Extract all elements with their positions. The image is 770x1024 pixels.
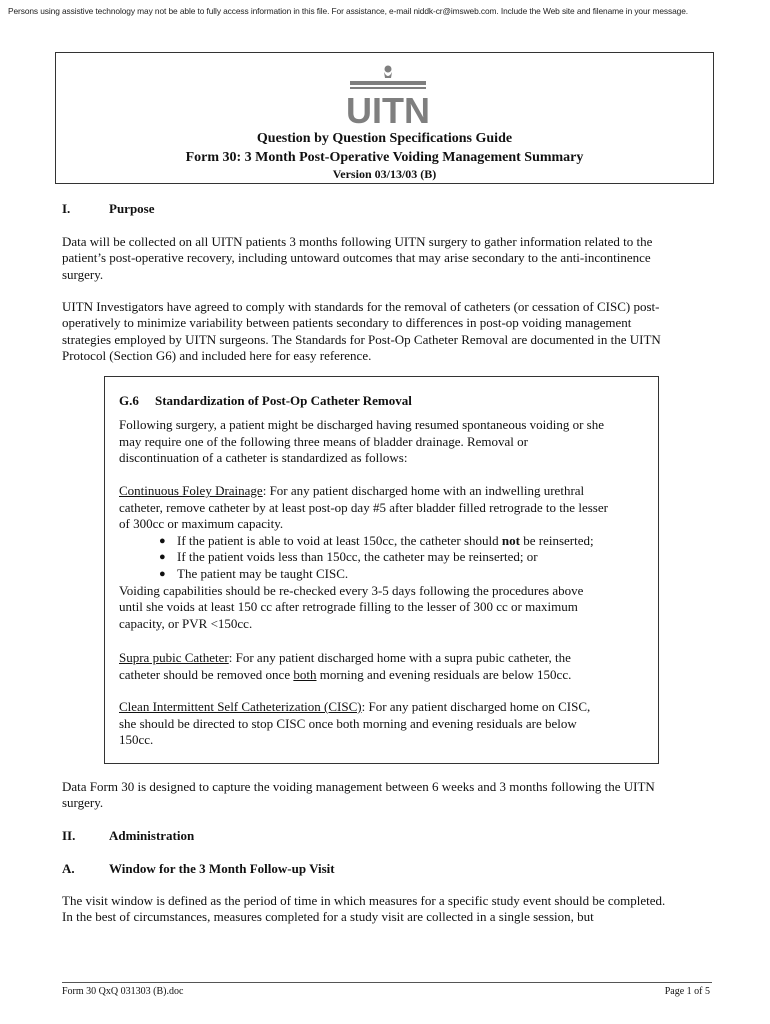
text-line: patient’s post-operative recovery, including untoward outcomes that may arise secondary to the anti-incontinence — [62, 250, 651, 266]
version-label: Version 03/13/03 (B) — [332, 167, 437, 181]
bullet-icon: ● — [159, 567, 166, 580]
bullet-item: ● The patient may be taught CISC. — [159, 565, 349, 581]
purpose-paragraph-2 — [62, 299, 712, 364]
bullet-item: ● If the patient is able to void at least 150cc, the catheter should not be reinserted; — [159, 532, 594, 548]
text-line: catheter, remove catheter by at least post-op day #5 after bladder filled retrograde to the lesser — [119, 499, 608, 515]
section-heading-purpose — [62, 201, 155, 217]
text-line: Data Form 30 is designed to capture the voiding management between 6 weeks and 3 months following the UITN — [62, 779, 655, 794]
footer-page-number: Page 1 of 5 — [664, 986, 710, 997]
text-line: discontinuation of a catheter is standardized as follows: — [119, 450, 408, 466]
footer-divider — [62, 982, 712, 983]
text-line: she should be directed to stop CISC once both morning and evening residuals are below — [119, 715, 577, 731]
section-title: Administration — [109, 828, 195, 843]
title-block — [55, 52, 714, 184]
text-line: of 300cc or maximum capacity. — [119, 516, 284, 532]
bullet-item: ● If the patient voids less than 150cc, the catheter may be reinserted; or — [159, 549, 538, 565]
section-heading-administration — [62, 828, 194, 844]
box-heading — [119, 393, 649, 410]
section-number: I. — [62, 201, 71, 216]
text-line: In the best of circumstances, measures completed for a study visit are collected in a single session, but — [62, 909, 594, 925]
cisc-section: Clean Intermittent Self Catheterization (CISC): For any patient discharged home on CISC, she should be directed to stop CISC once both morning and evening residuals are below 150cc. — [119, 699, 649, 749]
emphasis-not: not — [501, 532, 520, 548]
suprapubic-section: Supra pubic Catheter: For any patient discharged home with a supra pubic catheter, the catheter should be removed once both morning and evening residuals are below 150cc. — [119, 650, 572, 682]
text-line: Data will be collected on all UITN patients 3 months following UITN surgery to gather information related to the — [62, 234, 653, 249]
text-line: 150cc. — [119, 732, 154, 748]
text-line: The visit window is defined as the period of time in which measures for a specific study event should be completed. — [62, 893, 666, 908]
text-run: : For any patient discharged home with an indwelling urethral — [262, 483, 585, 498]
text-line: Voiding capabilities should be re-checked every 3-5 days following the procedures above — [119, 582, 584, 598]
text-line: capacity, or PVR <150cc. — [119, 615, 253, 631]
subsection-title: Window for the 3 Month Follow-up Visit — [109, 861, 335, 876]
document-title: Question by Question Specifications Guide — [256, 131, 513, 146]
form-title: Form 30: 3 Month Post-Operative Voiding Management Summary — [185, 150, 584, 165]
box-intro — [119, 417, 649, 467]
text-line: until she voids at least 150 cc after retrograde filling to the lesser of 300 cc or maximum — [119, 599, 578, 615]
box-heading-title: Standardization of Post-Op Catheter Removal — [155, 393, 412, 408]
purpose-paragraph-1 — [62, 234, 712, 283]
section-title: Purpose — [109, 201, 155, 216]
foley-label: Continuous Foley Drainage — [119, 483, 263, 498]
text-line: surgery. — [62, 795, 104, 811]
text-line: Following surgery, a patient might be discharged having resumed spontaneous voiding or she — [119, 417, 605, 432]
subsection-heading-window — [62, 861, 335, 877]
subsection-number: A. — [62, 861, 75, 876]
logo-text: UITN — [346, 90, 430, 127]
text-line: Protocol (Section G6) and included here for easy reference. — [62, 347, 372, 363]
text-line: strategies employed by UITN surgeons. The Standards for Post-Op Catheter Removal are documented in the UITN — [62, 331, 661, 347]
bullet-icon: ● — [159, 551, 166, 564]
accessibility-notice: Persons using assistive technology may not be able to fully access information in this file. For assistance, e-mail niddk-cr@imsweb.com. Include the Web site and filename in your message. — [8, 6, 688, 16]
bullet-icon: ● — [159, 534, 166, 547]
box-heading-number: G.6 — [119, 393, 139, 408]
section-number: II. — [62, 828, 76, 843]
footer-filename: Form 30 QxQ 031303 (B).doc — [62, 986, 184, 997]
cisc-label: Clean Intermittent Self Catheterization (CISC) — [119, 699, 362, 714]
emphasis-both: both — [293, 666, 317, 682]
protocol-excerpt-box — [104, 376, 659, 764]
text-line: operatively to minimize variability between patients secondary to differences in post-op voiding management — [62, 315, 632, 331]
foley-section — [119, 483, 649, 632]
visit-window-paragraph — [62, 893, 712, 926]
text-line: may require one of the following three means of bladder drainage. Removal or — [119, 433, 528, 449]
text-line: UITN Investigators have agreed to comply with standards for the removal of catheters (or cessation of CISC) post- — [62, 299, 660, 314]
text-line: surgery. — [62, 266, 104, 282]
form-purpose-paragraph — [62, 779, 712, 812]
suprapubic-label: Supra pubic Catheter — [119, 650, 229, 665]
uitn-logo — [340, 63, 436, 127]
